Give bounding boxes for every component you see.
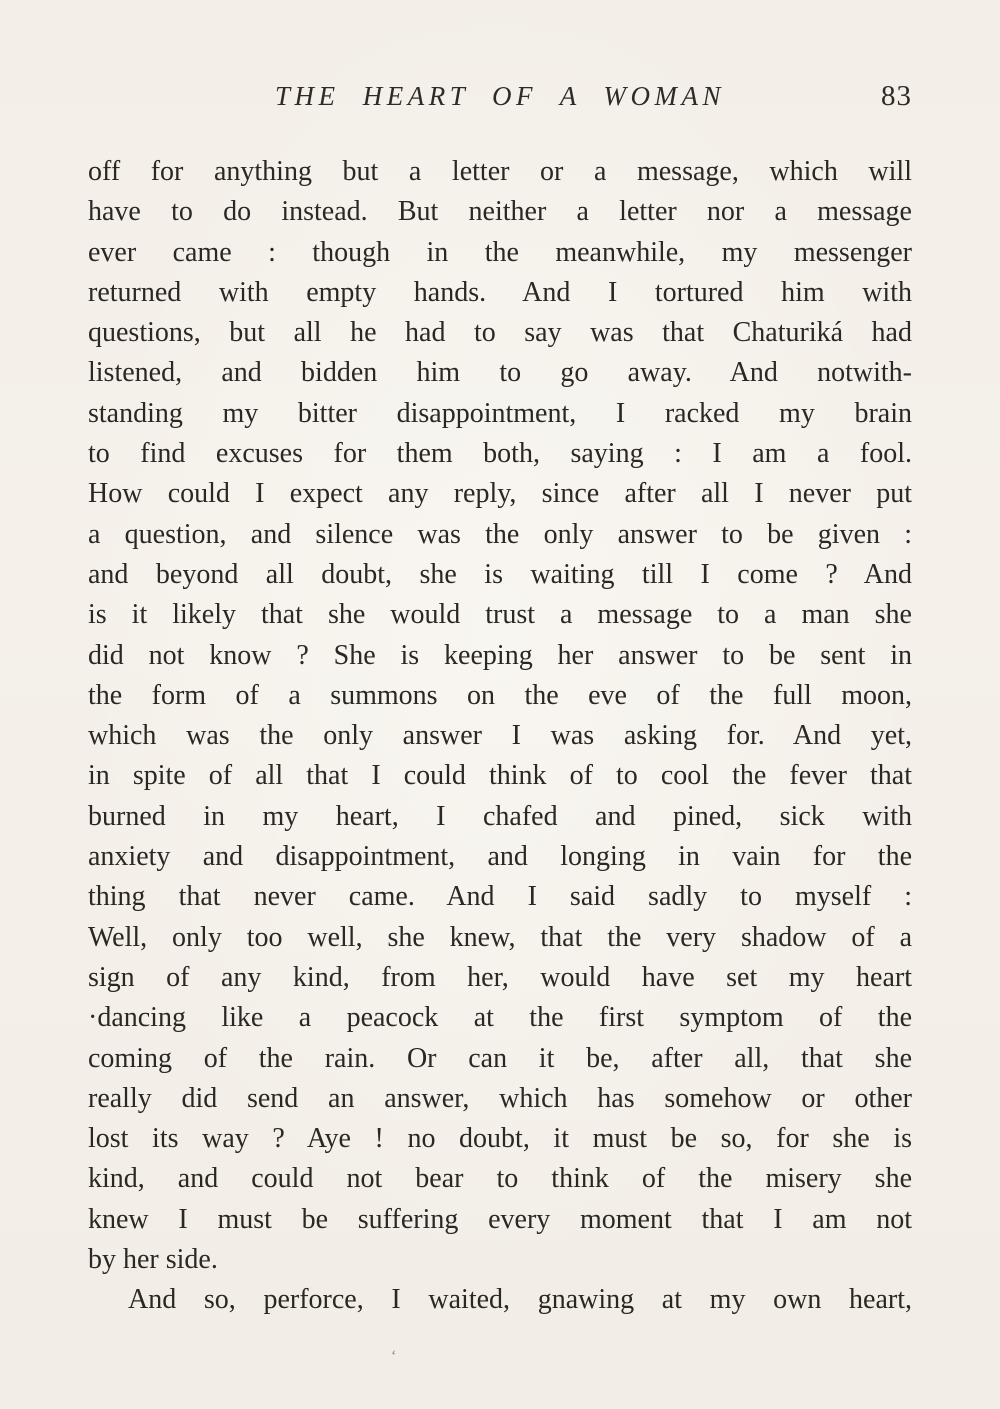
text-line: is it likely that she would trust a message to a man she	[88, 599, 912, 631]
text-line: kind, and could not bear to think of the misery she	[88, 1163, 912, 1195]
text-line: off for anything but a letter or a message, which will	[88, 156, 912, 187]
text-line: burned in my heart, I chafed and pined, sick with	[88, 800, 912, 832]
page-title: THE HEART OF A WOMAN	[274, 81, 725, 111]
text-line: the form of a summons on the eve of the full moon,	[88, 679, 912, 711]
text-line: listened, and bidden him to go away. And notwith-	[88, 357, 912, 389]
text-line: lost its way ? Aye ! no doubt, it must be so, for she is	[88, 1123, 912, 1155]
text-line: standing my bitter disappointment, I racked my brain	[88, 397, 912, 429]
text-line: which was the only answer I was asking for. And yet,	[88, 720, 912, 752]
text-line: And so, perforce, I waited, gnawing at my own heart,	[128, 1284, 912, 1316]
text-line: Well, only too well, she knew, that the very shadow of a	[88, 921, 912, 953]
text-line: anxiety and disappointment, and longing in vain for the	[88, 841, 912, 873]
text-line: by her side.	[88, 1244, 218, 1276]
text-line: a question, and silence was the only answer to be given :	[88, 518, 912, 550]
page-number: 83	[881, 80, 912, 112]
text-line: ·dancing like a peacock at the first symptom of the	[88, 1002, 912, 1034]
text-line: coming of the rain. Or can it be, after all, that she	[88, 1042, 912, 1074]
text-line: to find excuses for them both, saying : I am a fool.	[88, 438, 912, 470]
text-line: have to do instead. But neither a letter nor a message	[88, 196, 912, 228]
running-header	[88, 80, 912, 113]
text-line: really did send an answer, which has somehow or other	[88, 1082, 912, 1114]
text-line: and beyond all doubt, she is waiting till I come ? And	[88, 558, 912, 590]
body-lines	[88, 152, 912, 1321]
text-line: did not know ? She is keeping her answer to be sent in	[88, 639, 912, 671]
print-artifact-mark: ‘	[391, 1348, 397, 1365]
text-line: questions, but all he had to say was that Chaturiká had	[88, 317, 912, 349]
text-line: returned with empty hands. And I tortured him with	[88, 276, 912, 308]
text-line: How could I expect any reply, since after all I never put	[88, 478, 912, 510]
text-line: thing that never came. And I said sadly to myself :	[88, 881, 912, 913]
text-line: ever came : though in the meanwhile, my messenger	[88, 236, 912, 268]
text-line: knew I must be suffering every moment that I am not	[88, 1203, 912, 1235]
text-line: in spite of all that I could think of to cool the fever that	[88, 760, 912, 792]
text-line: sign of any kind, from her, would have set my heart	[88, 961, 912, 993]
